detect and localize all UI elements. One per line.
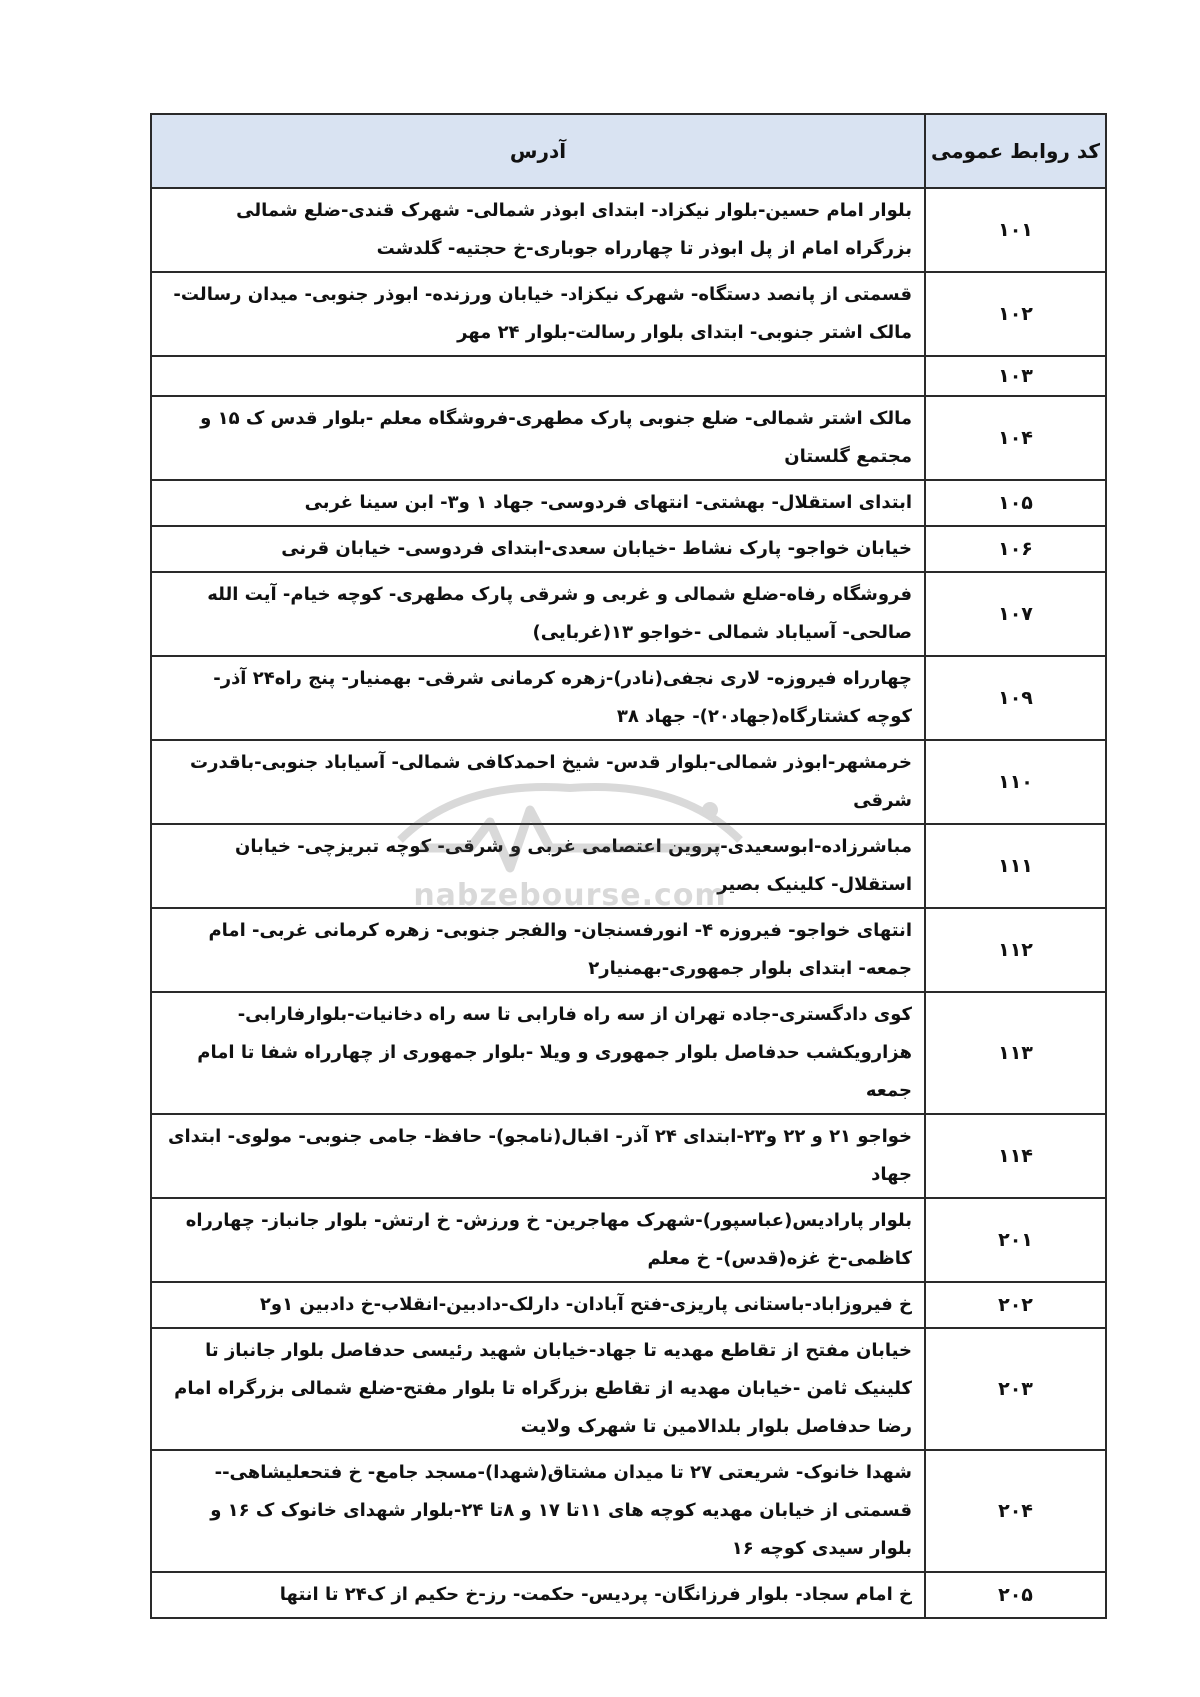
region-code-cell: ۱۱۴ xyxy=(925,1114,1106,1198)
table-row xyxy=(151,740,1106,824)
region-code-cell: ۱۰۹ xyxy=(925,656,1106,740)
table-row xyxy=(151,526,1106,572)
address-cell: خواجو ۲۱ و ۲۲ و۲۳-ابتدای ۲۴ آذر- اقبال(نامجو)- حافظ- جامی جنوبی- مولوی- ابتدای جهاد xyxy=(151,1114,925,1198)
address-cell: چهارراه فیروزه- لاری نجفی(نادر)-زهره کرمانی شرقی- بهمنیار- پنج راه۲۴ آذر- کوچه کشتارگاه(جهاد۲۰)- جهاد ۳۸ xyxy=(151,656,925,740)
address-table-container xyxy=(150,113,1107,1619)
table-row xyxy=(151,396,1106,480)
address-cell: خ امام سجاد- بلوار فرزانگان- پردیس- حکمت- رز-خ حکیم از ک۲۴ تا انتها xyxy=(151,1572,925,1618)
region-code-cell: ۲۰۴ xyxy=(925,1450,1106,1572)
region-code-cell: ۱۱۲ xyxy=(925,908,1106,992)
region-code-cell: ۱۰۳ xyxy=(925,356,1106,396)
table-row xyxy=(151,1572,1106,1618)
region-code-cell: ۲۰۲ xyxy=(925,1282,1106,1328)
table-row xyxy=(151,480,1106,526)
table-body xyxy=(151,188,1106,1618)
table-row xyxy=(151,1328,1106,1450)
address-cell: بلوار پارادیس(عباسپور)-شهرک مهاجرین- خ ورزش- خ ارتش- بلوار جانباز- چهارراه کاظمی-خ غزه(قدس)- خ معلم xyxy=(151,1198,925,1282)
region-code-cell: ۱۰۱ xyxy=(925,188,1106,272)
region-code-cell: ۲۰۳ xyxy=(925,1328,1106,1450)
table-header-row xyxy=(151,114,1106,188)
region-code-cell: ۱۰۶ xyxy=(925,526,1106,572)
address-cell: فروشگاه رفاه-ضلع شمالی و غربی و شرقی پارک مطهری- کوچه خیام- آیت الله صالحی- آسیاباد شمالی -خواجو ۱۳(غربایی) xyxy=(151,572,925,656)
address-table xyxy=(150,113,1107,1619)
region-code-cell: ۱۱۱ xyxy=(925,824,1106,908)
table-row xyxy=(151,992,1106,1114)
address-column-header: آدرس xyxy=(151,114,925,188)
table-row xyxy=(151,908,1106,992)
table-row xyxy=(151,1450,1106,1572)
address-cell xyxy=(151,356,925,396)
table-row xyxy=(151,272,1106,356)
watermark-url: nabzebourse.com xyxy=(413,878,727,913)
region-code-cell: ۱۱۳ xyxy=(925,992,1106,1114)
region-code-cell: ۲۰۱ xyxy=(925,1198,1106,1282)
table-row xyxy=(151,188,1106,272)
table-row xyxy=(151,656,1106,740)
address-cell: شهدا خانوک- شریعتی ۲۷ تا میدان مشتاق(شهدا)-مسجد جامع- خ فتحعلیشاهی-- قسمتی از خیابان مهدیه کوچه های ۱۱تا ۱۷ و ۸تا ۲۴-بلوار شهدای خانوک ک ۱۶ و بلوار سیدی کوچه ۱۶ xyxy=(151,1450,925,1572)
table-row xyxy=(151,1282,1106,1328)
address-cell: انتهای خواجو- فیروزه ۴- انورفسنجان- والفجر جنوبی- زهره کرمانی غربی- امام جمعه- ابتدای بلوار جمهوری-بهمنیار۲ xyxy=(151,908,925,992)
table-row xyxy=(151,1198,1106,1282)
address-cell: بلوار امام حسین-بلوار نیکزاد- ابتدای ابوذر شمالی- شهرک قندی-ضلع شمالی بزرگراه امام از پل ابوذر تا چهارراه جوباری-خ حجتیه- گلدشت xyxy=(151,188,925,272)
region-code-cell: ۱۰۵ xyxy=(925,480,1106,526)
table-row xyxy=(151,1114,1106,1198)
address-cell: مالک اشتر شمالی- ضلع جنوبی پارک مطهری-فروشگاه معلم -بلوار قدس ک ۱۵ و مجتمع گلستان xyxy=(151,396,925,480)
region-code-cell: ۱۰۷ xyxy=(925,572,1106,656)
table-row xyxy=(151,824,1106,908)
address-cell: قسمتی از پانصد دستگاه- شهرک نیکزاد- خیابان ورزنده- ابوذر جنوبی- میدان رسالت- مالک اشتر جنوبی- ابتدای بلوار رسالت-بلوار ۲۴ مهر xyxy=(151,272,925,356)
address-cell: خیابان مفتح از تقاطع مهدیه تا جهاد-خیابان شهید رئیسی حدفاصل بلوار جانباز تا کلینیک ثامن -خیابان مهدیه از تقاطع بزرگراه تا بلوار مفتح-ضلع شمالی بزرگراه امام رضا حدفاصل بلوار بلدالامین تا شهرک ولایت xyxy=(151,1328,925,1450)
table-row xyxy=(151,572,1106,656)
region-code-cell: ۲۰۵ xyxy=(925,1572,1106,1618)
address-cell: ابتدای استقلال- بهشتی- انتهای فردوسی- جهاد ۱ و۳- ابن سینا غربی xyxy=(151,480,925,526)
address-cell: خیابان خواجو- پارک نشاط -خیابان سعدی-ابتدای فردوسی- خیابان قرنی xyxy=(151,526,925,572)
address-cell: خرمشهر-ابوذر شمالی-بلوار قدس- شیخ احمدکافی شمالی- آسیاباد جنوبی-باقدرت شرقی xyxy=(151,740,925,824)
address-cell: خ فیروزاباد-باستانی پاریزی-فتح آبادان- دارلک-دادبین-انقلاب-خ دادبین ۱و۲ xyxy=(151,1282,925,1328)
region-code-cell: ۱۰۴ xyxy=(925,396,1106,480)
region-code-cell: ۱۱۰ xyxy=(925,740,1106,824)
code-column-header: کد روابط عمومی xyxy=(925,114,1106,188)
address-cell: کوی دادگستری-جاده تهران از سه راه فارابی تا سه راه دخانیات-بلوارفارابی-هزارویکشب حدفاصل بلوار جمهوری و ویلا -بلوار جمهوری از چهارراه شفا تا امام جمعه xyxy=(151,992,925,1114)
region-code-cell: ۱۰۲ xyxy=(925,272,1106,356)
address-cell: مباشرزاده-ابوسعیدی-پروین اعتصامی غربی و شرقی- کوچه تبریزچی- خیابان استقلال- کلینیک بصیر xyxy=(151,824,925,908)
table-row xyxy=(151,356,1106,396)
